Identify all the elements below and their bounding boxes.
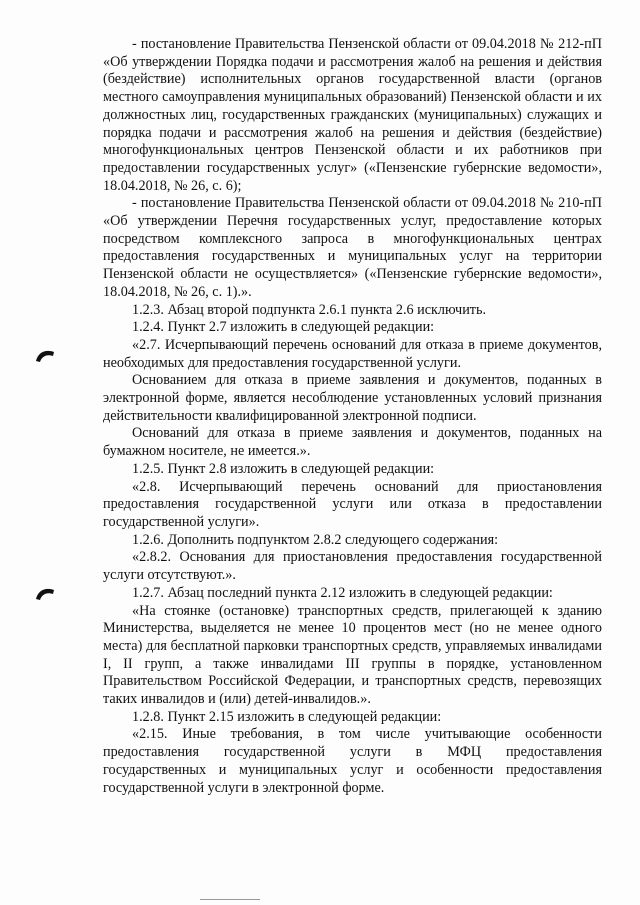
paragraph-2-7: «2.7. Исчерпывающий перечень оснований для отказа в приеме документов, необходимых для предоставления государственной услуги. — [103, 336, 602, 371]
paragraph-paper-refusal: Оснований для отказа в приеме заявления и документов, поданных на бумажном носителе, не имеется.». — [103, 425, 602, 460]
binding-hole-mark-lower — [34, 586, 56, 602]
paragraph-1-2-7: 1.2.7. Абзац последний пункта 2.12 изложить в следующей редакции: — [132, 584, 553, 601]
document-body — [103, 36, 602, 797]
binding-hole-mark-upper — [34, 348, 56, 364]
paragraph-resolution-212: - постановление Правительства Пензенской области от 09.04.2018 № 212-пП «Об утверждении Порядка подачи и рассмотрения жалоб на решения и действия (бездействие) исполнительных органов государственной власти (органов местного самоуправления муниципальных образований) Пензенской области и их должностных лиц, государственных гражданских (муниципальных) служащих и порядка подачи и рассмотрения жалоб на решения и действия (бездействие) многофункциональных центров Пензенской области и их работников при предоставлении государственных услуг» («Пензенские губернские ведомости», 18.04.2018, № 26, с. 6); — [103, 36, 602, 194]
paragraph-resolution-210: - постановление Правительства Пензенской области от 09.04.2018 № 210-пП «Об утверждении Перечня государственных услуг, предоставление которых посредством комплексного запроса в многофункциональных центрах предоставления государственных и муниципальных услуг на территории Пензенской области не осуществляется» («Пензенские губернские ведомости», 18.04.2018, № 26, с. 1).». — [103, 195, 602, 300]
paragraph-2-15: «2.15. Иные требования, в том числе учитывающие особенности предоставления государственной услуги в МФЦ предоставления государственных и муниципальных услуг и особенности предоставления государственной услуги в электронной форме. — [103, 726, 602, 796]
scan-edge-line — [200, 899, 260, 900]
paragraph-1-2-5: 1.2.5. Пункт 2.8 изложить в следующей редакции: — [132, 460, 435, 477]
paragraph-electronic-refusal: Основанием для отказа в приеме заявления и документов, поданных в электронной форме, является несоблюдение установленных условий признания действительности квалифицированной электронной подписи. — [103, 372, 602, 424]
paragraph-1-2-3: 1.2.3. Абзац второй подпункта 2.6.1 пункта 2.6 исключить. — [132, 301, 486, 318]
paragraph-1-2-6: 1.2.6. Дополнить подпунктом 2.8.2 следующего содержания: — [132, 531, 499, 548]
paragraph-parking: «На стоянке (остановке) транспортных средств, прилегающей к зданию Министерства, выделяется не менее 10 процентов мест (но не менее одного места) для бесплатной парковки транспортных средств, управляемых инвалидами I, II групп, а также инвалидами III группы в порядке, установленном Правительством Российской Федерации, и транспортных средств, перевозящих таких инвалидов и (или) детей-инвалидов.». — [103, 602, 602, 708]
paragraph-2-8: «2.8. Исчерпывающий перечень оснований для приостановления предоставления государственной услуги или отказа в предоставлении государственной услуги». — [103, 478, 602, 530]
paragraph-2-8-2: «2.8.2. Основания для приостановления предоставления государственной услуги отсутствуют.». — [103, 549, 602, 584]
paragraph-1-2-8: 1.2.8. Пункт 2.15 изложить в следующей редакции: — [132, 708, 442, 725]
paragraph-1-2-4: 1.2.4. Пункт 2.7 изложить в следующей редакции: — [132, 319, 435, 336]
